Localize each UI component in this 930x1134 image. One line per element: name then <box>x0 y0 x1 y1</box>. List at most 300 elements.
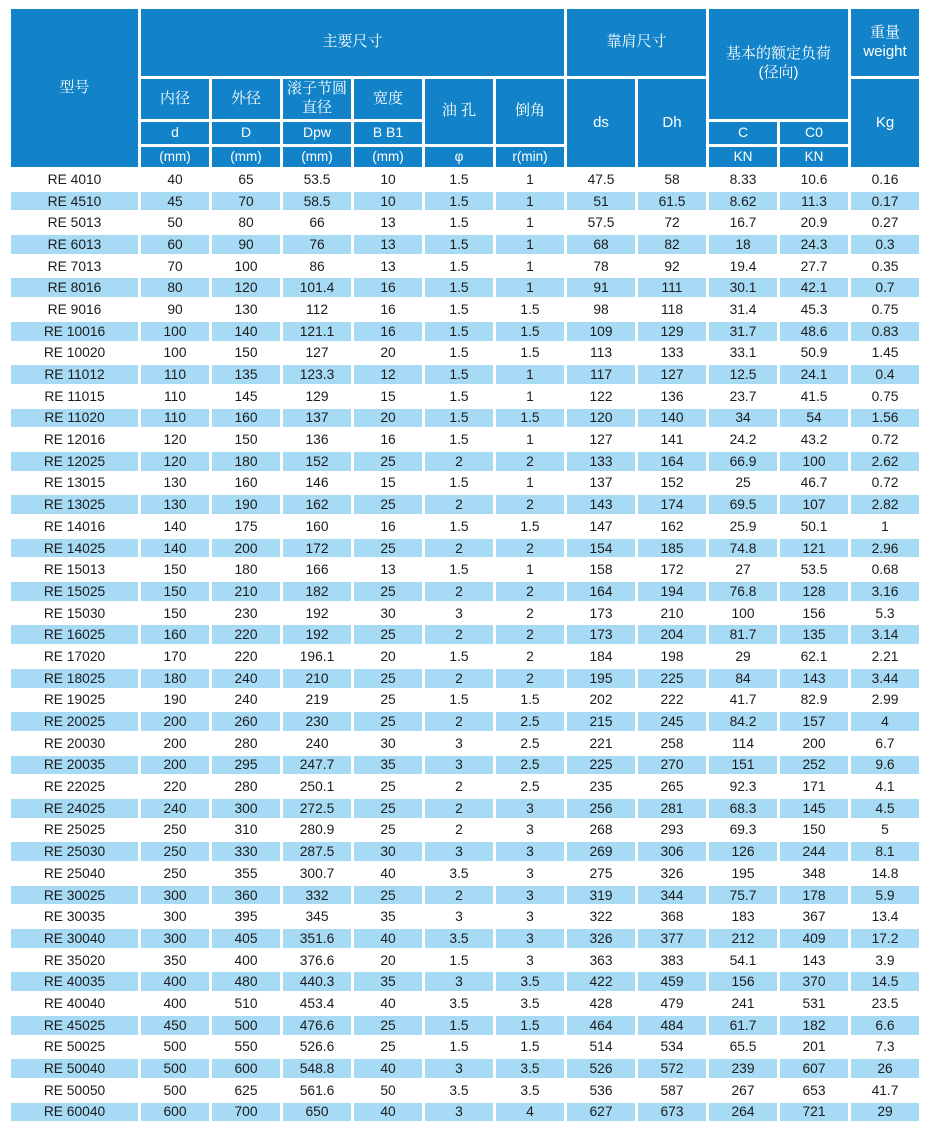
value-cell: 76.8 <box>709 582 777 601</box>
value-cell: 351.6 <box>283 929 351 948</box>
value-cell: 10.6 <box>780 170 848 189</box>
value-cell: 15 <box>354 387 422 406</box>
value-cell: 500 <box>212 1016 280 1035</box>
model-cell: RE 16025 <box>11 625 138 644</box>
model-cell: RE 11012 <box>11 365 138 384</box>
value-cell: 464 <box>567 1016 635 1035</box>
value-cell: 29 <box>709 647 777 666</box>
value-cell: 2.82 <box>851 495 919 514</box>
value-cell: 137 <box>567 474 635 493</box>
value-cell: 92.3 <box>709 777 777 796</box>
value-cell: 51 <box>567 192 635 211</box>
value-cell: 222 <box>638 691 706 710</box>
value-cell: 20.9 <box>780 213 848 232</box>
header-symbol-D: D <box>212 122 280 144</box>
value-cell: 1.5 <box>425 560 493 579</box>
value-cell: 2 <box>496 604 564 623</box>
value-cell: 1 <box>496 235 564 254</box>
value-cell: 281 <box>638 799 706 818</box>
roller-line2: 直径 <box>301 99 332 116</box>
value-cell: 129 <box>638 322 706 341</box>
value-cell: 90 <box>212 235 280 254</box>
header-inner-diameter: 内径 <box>141 79 209 119</box>
value-cell: 10 <box>354 170 422 189</box>
unit-mm-B: (mm) <box>354 147 422 167</box>
value-cell: 127 <box>567 430 635 449</box>
value-cell: 26 <box>851 1059 919 1078</box>
value-cell: 2.21 <box>851 647 919 666</box>
value-cell: 133 <box>567 452 635 471</box>
table-row <box>11 625 919 644</box>
value-cell: 212 <box>709 929 777 948</box>
value-cell: 0.4 <box>851 365 919 384</box>
model-cell: RE 9016 <box>11 300 138 319</box>
value-cell: 310 <box>212 821 280 840</box>
value-cell: 607 <box>780 1059 848 1078</box>
header-roller-pitch-diameter <box>283 79 351 119</box>
value-cell: 1.5 <box>496 300 564 319</box>
value-cell: 58.5 <box>283 192 351 211</box>
model-cell: RE 11020 <box>11 409 138 428</box>
model-cell: RE 19025 <box>11 691 138 710</box>
value-cell: 272.5 <box>283 799 351 818</box>
value-cell: 57.5 <box>567 213 635 232</box>
value-cell: 300 <box>141 886 209 905</box>
value-cell: 1.5 <box>425 278 493 297</box>
value-cell: 275 <box>567 864 635 883</box>
value-cell: 367 <box>780 907 848 926</box>
value-cell: 531 <box>780 994 848 1013</box>
value-cell: 0.17 <box>851 192 919 211</box>
value-cell: 3 <box>496 842 564 861</box>
value-cell: 280 <box>212 734 280 753</box>
value-cell: 252 <box>780 756 848 775</box>
value-cell: 3.5 <box>496 1059 564 1078</box>
value-cell: 81.7 <box>709 625 777 644</box>
value-cell: 150 <box>212 344 280 363</box>
value-cell: 428 <box>567 994 635 1013</box>
value-cell: 3 <box>496 799 564 818</box>
value-cell: 0.35 <box>851 257 919 276</box>
value-cell: 100 <box>780 452 848 471</box>
value-cell: 196.1 <box>283 647 351 666</box>
model-cell: RE 20025 <box>11 712 138 731</box>
value-cell: 295 <box>212 756 280 775</box>
value-cell: 3 <box>425 1059 493 1078</box>
bearing-spec-table <box>8 6 922 1124</box>
value-cell: 6.6 <box>851 1016 919 1035</box>
model-cell: RE 11015 <box>11 387 138 406</box>
value-cell: 162 <box>283 495 351 514</box>
value-cell: 118 <box>638 300 706 319</box>
value-cell: 135 <box>212 365 280 384</box>
value-cell: 2.5 <box>496 712 564 731</box>
value-cell: 306 <box>638 842 706 861</box>
value-cell: 150 <box>212 430 280 449</box>
table-row <box>11 192 919 211</box>
value-cell: 25 <box>354 582 422 601</box>
table-row <box>11 1038 919 1057</box>
value-cell: 239 <box>709 1059 777 1078</box>
value-cell: 1.5 <box>425 300 493 319</box>
value-cell: 200 <box>141 756 209 775</box>
value-cell: 400 <box>212 951 280 970</box>
value-cell: 721 <box>780 1103 848 1122</box>
value-cell: 2 <box>496 647 564 666</box>
value-cell: 2 <box>425 669 493 688</box>
table-row <box>11 691 919 710</box>
value-cell: 250.1 <box>283 777 351 796</box>
value-cell: 109 <box>567 322 635 341</box>
value-cell: 123.3 <box>283 365 351 384</box>
value-cell: 40 <box>141 170 209 189</box>
value-cell: 1 <box>496 213 564 232</box>
value-cell: 100 <box>141 344 209 363</box>
value-cell: 1.5 <box>425 691 493 710</box>
table-row <box>11 994 919 1013</box>
value-cell: 53.5 <box>780 560 848 579</box>
value-cell: 250 <box>141 842 209 861</box>
model-cell: RE 6013 <box>11 235 138 254</box>
value-cell: 267 <box>709 1081 777 1100</box>
value-cell: 250 <box>141 864 209 883</box>
value-cell: 70 <box>212 192 280 211</box>
value-cell: 201 <box>780 1038 848 1057</box>
value-cell: 45 <box>141 192 209 211</box>
value-cell: 110 <box>141 387 209 406</box>
value-cell: 3.5 <box>496 994 564 1013</box>
value-cell: 1.5 <box>425 1016 493 1035</box>
table-row <box>11 365 919 384</box>
header-symbol-C0: C0 <box>780 122 848 144</box>
value-cell: 1.5 <box>425 387 493 406</box>
value-cell: 1.56 <box>851 409 919 428</box>
value-cell: 3 <box>425 1103 493 1122</box>
value-cell: 13 <box>354 560 422 579</box>
value-cell: 1.5 <box>425 517 493 536</box>
value-cell: 84 <box>709 669 777 688</box>
unit-mm-Dpw: (mm) <box>283 147 351 167</box>
model-cell: RE 25025 <box>11 821 138 840</box>
value-cell: 1 <box>851 517 919 536</box>
value-cell: 180 <box>141 669 209 688</box>
value-cell: 1.5 <box>496 344 564 363</box>
value-cell: 459 <box>638 972 706 991</box>
value-cell: 258 <box>638 734 706 753</box>
value-cell: 100 <box>141 322 209 341</box>
value-cell: 41.5 <box>780 387 848 406</box>
value-cell: 24.2 <box>709 430 777 449</box>
model-cell: RE 15025 <box>11 582 138 601</box>
value-cell: 600 <box>141 1103 209 1122</box>
value-cell: 25 <box>709 474 777 493</box>
value-cell: 25 <box>354 669 422 688</box>
value-cell: 111 <box>638 278 706 297</box>
value-cell: 383 <box>638 951 706 970</box>
value-cell: 3.5 <box>496 972 564 991</box>
value-cell: 8.1 <box>851 842 919 861</box>
value-cell: 25 <box>354 452 422 471</box>
value-cell: 1.5 <box>425 951 493 970</box>
value-cell: 2 <box>496 582 564 601</box>
value-cell: 20 <box>354 951 422 970</box>
table-row <box>11 886 919 905</box>
value-cell: 2 <box>425 495 493 514</box>
value-cell: 194 <box>638 582 706 601</box>
value-cell: 2 <box>496 625 564 644</box>
model-cell: RE 4010 <box>11 170 138 189</box>
header-symbol-Dpw: Dpw <box>283 122 351 144</box>
value-cell: 526.6 <box>283 1038 351 1057</box>
value-cell: 1.5 <box>425 192 493 211</box>
table-row <box>11 604 919 623</box>
value-cell: 240 <box>141 799 209 818</box>
value-cell: 1 <box>496 387 564 406</box>
value-cell: 72 <box>638 213 706 232</box>
value-cell: 210 <box>212 582 280 601</box>
value-cell: 200 <box>141 712 209 731</box>
value-cell: 60 <box>141 235 209 254</box>
weight-line1: 重量 <box>869 23 900 41</box>
value-cell: 241 <box>709 994 777 1013</box>
value-cell: 1.5 <box>425 213 493 232</box>
value-cell: 1.5 <box>425 257 493 276</box>
value-cell: 1.5 <box>425 1038 493 1057</box>
value-cell: 322 <box>567 907 635 926</box>
header-model: 型号 <box>11 9 138 167</box>
value-cell: 25 <box>354 1016 422 1035</box>
value-cell: 16.7 <box>709 213 777 232</box>
value-cell: 409 <box>780 929 848 948</box>
value-cell: 550 <box>212 1038 280 1057</box>
value-cell: 100 <box>709 604 777 623</box>
value-cell: 204 <box>638 625 706 644</box>
table-row <box>11 322 919 341</box>
value-cell: 162 <box>638 517 706 536</box>
value-cell: 198 <box>638 647 706 666</box>
model-cell: RE 20035 <box>11 756 138 775</box>
value-cell: 355 <box>212 864 280 883</box>
value-cell: 152 <box>638 474 706 493</box>
value-cell: 300 <box>141 929 209 948</box>
value-cell: 35 <box>354 756 422 775</box>
value-cell: 82.9 <box>780 691 848 710</box>
value-cell: 3 <box>425 842 493 861</box>
value-cell: 140 <box>638 409 706 428</box>
model-cell: RE 60040 <box>11 1103 138 1122</box>
model-cell: RE 12016 <box>11 430 138 449</box>
value-cell: 184 <box>567 647 635 666</box>
value-cell: 8.62 <box>709 192 777 211</box>
value-cell: 50 <box>141 213 209 232</box>
value-cell: 65 <box>212 170 280 189</box>
value-cell: 140 <box>141 539 209 558</box>
model-cell: RE 8016 <box>11 278 138 297</box>
value-cell: 127 <box>283 344 351 363</box>
value-cell: 280.9 <box>283 821 351 840</box>
value-cell: 62.1 <box>780 647 848 666</box>
value-cell: 137 <box>283 409 351 428</box>
header-chamfer: 倒角 <box>496 79 564 144</box>
unit-r-min: r(min) <box>496 147 564 167</box>
value-cell: 172 <box>283 539 351 558</box>
value-cell: 40 <box>354 994 422 1013</box>
value-cell: 300.7 <box>283 864 351 883</box>
value-cell: 405 <box>212 929 280 948</box>
value-cell: 3 <box>496 886 564 905</box>
value-cell: 2 <box>496 539 564 558</box>
table-row <box>11 257 919 276</box>
table-row <box>11 344 919 363</box>
value-cell: 230 <box>283 712 351 731</box>
header-ds: ds <box>567 79 635 167</box>
value-cell: 440.3 <box>283 972 351 991</box>
table-row <box>11 756 919 775</box>
model-cell: RE 5013 <box>11 213 138 232</box>
value-cell: 25 <box>354 777 422 796</box>
value-cell: 20 <box>354 409 422 428</box>
value-cell: 225 <box>567 756 635 775</box>
value-cell: 192 <box>283 625 351 644</box>
value-cell: 147 <box>567 517 635 536</box>
value-cell: 247.7 <box>283 756 351 775</box>
value-cell: 3.14 <box>851 625 919 644</box>
value-cell: 363 <box>567 951 635 970</box>
model-cell: RE 40035 <box>11 972 138 991</box>
value-cell: 2.5 <box>496 734 564 753</box>
model-cell: RE 20030 <box>11 734 138 753</box>
value-cell: 3.5 <box>425 929 493 948</box>
value-cell: 43.2 <box>780 430 848 449</box>
value-cell: 3 <box>425 907 493 926</box>
value-cell: 250 <box>141 821 209 840</box>
value-cell: 120 <box>141 452 209 471</box>
model-cell: RE 30035 <box>11 907 138 926</box>
table-row <box>11 170 919 189</box>
value-cell: 244 <box>780 842 848 861</box>
value-cell: 30 <box>354 842 422 861</box>
value-cell: 114 <box>709 734 777 753</box>
value-cell: 8.33 <box>709 170 777 189</box>
value-cell: 200 <box>212 539 280 558</box>
value-cell: 3.16 <box>851 582 919 601</box>
value-cell: 40 <box>354 1059 422 1078</box>
value-cell: 3.5 <box>425 864 493 883</box>
value-cell: 245 <box>638 712 706 731</box>
value-cell: 1 <box>496 192 564 211</box>
value-cell: 61.7 <box>709 1016 777 1035</box>
value-cell: 182 <box>283 582 351 601</box>
value-cell: 190 <box>212 495 280 514</box>
value-cell: 75.7 <box>709 886 777 905</box>
table-row <box>11 647 919 666</box>
value-cell: 2.5 <box>496 756 564 775</box>
value-cell: 514 <box>567 1038 635 1057</box>
value-cell: 4.1 <box>851 777 919 796</box>
value-cell: 31.7 <box>709 322 777 341</box>
value-cell: 2 <box>425 712 493 731</box>
value-cell: 126 <box>709 842 777 861</box>
value-cell: 368 <box>638 907 706 926</box>
table-row <box>11 842 919 861</box>
value-cell: 130 <box>141 495 209 514</box>
value-cell: 121.1 <box>283 322 351 341</box>
table-row <box>11 951 919 970</box>
value-cell: 220 <box>141 777 209 796</box>
value-cell: 256 <box>567 799 635 818</box>
value-cell: 16 <box>354 300 422 319</box>
table-row <box>11 213 919 232</box>
value-cell: 476.6 <box>283 1016 351 1035</box>
value-cell: 182 <box>780 1016 848 1035</box>
header-Dh: Dh <box>638 79 706 167</box>
value-cell: 673 <box>638 1103 706 1122</box>
value-cell: 3 <box>496 821 564 840</box>
value-cell: 1.5 <box>496 1016 564 1035</box>
value-cell: 54 <box>780 409 848 428</box>
value-cell: 40 <box>354 1103 422 1122</box>
value-cell: 192 <box>283 604 351 623</box>
table-row <box>11 1016 919 1035</box>
value-cell: 700 <box>212 1103 280 1122</box>
value-cell: 587 <box>638 1081 706 1100</box>
value-cell: 80 <box>212 213 280 232</box>
value-cell: 5 <box>851 821 919 840</box>
value-cell: 120 <box>141 430 209 449</box>
value-cell: 100 <box>212 257 280 276</box>
value-cell: 183 <box>709 907 777 926</box>
value-cell: 2.99 <box>851 691 919 710</box>
value-cell: 300 <box>212 799 280 818</box>
value-cell: 4 <box>851 712 919 731</box>
table-row <box>11 864 919 883</box>
value-cell: 3 <box>425 604 493 623</box>
value-cell: 13 <box>354 235 422 254</box>
value-cell: 90 <box>141 300 209 319</box>
value-cell: 107 <box>780 495 848 514</box>
value-cell: 120 <box>567 409 635 428</box>
value-cell: 120 <box>212 278 280 297</box>
value-cell: 68.3 <box>709 799 777 818</box>
value-cell: 0.68 <box>851 560 919 579</box>
value-cell: 1.45 <box>851 344 919 363</box>
table-row <box>11 972 919 991</box>
value-cell: 15 <box>354 474 422 493</box>
value-cell: 160 <box>212 474 280 493</box>
value-cell: 160 <box>283 517 351 536</box>
header-main-dimensions: 主要尺寸 <box>141 9 564 76</box>
value-cell: 319 <box>567 886 635 905</box>
value-cell: 215 <box>567 712 635 731</box>
value-cell: 35 <box>354 972 422 991</box>
value-cell: 31.4 <box>709 300 777 319</box>
value-cell: 4.5 <box>851 799 919 818</box>
value-cell: 370 <box>780 972 848 991</box>
weight-line2: weight <box>863 42 907 60</box>
value-cell: 61.5 <box>638 192 706 211</box>
value-cell: 270 <box>638 756 706 775</box>
value-cell: 1 <box>496 430 564 449</box>
model-cell: RE 14016 <box>11 517 138 536</box>
value-cell: 1.5 <box>425 344 493 363</box>
value-cell: 332 <box>283 886 351 905</box>
header-symbol-d: d <box>141 122 209 144</box>
value-cell: 548.8 <box>283 1059 351 1078</box>
value-cell: 200 <box>780 734 848 753</box>
value-cell: 280 <box>212 777 280 796</box>
header-outer-diameter: 外径 <box>212 79 280 119</box>
value-cell: 24.3 <box>780 235 848 254</box>
